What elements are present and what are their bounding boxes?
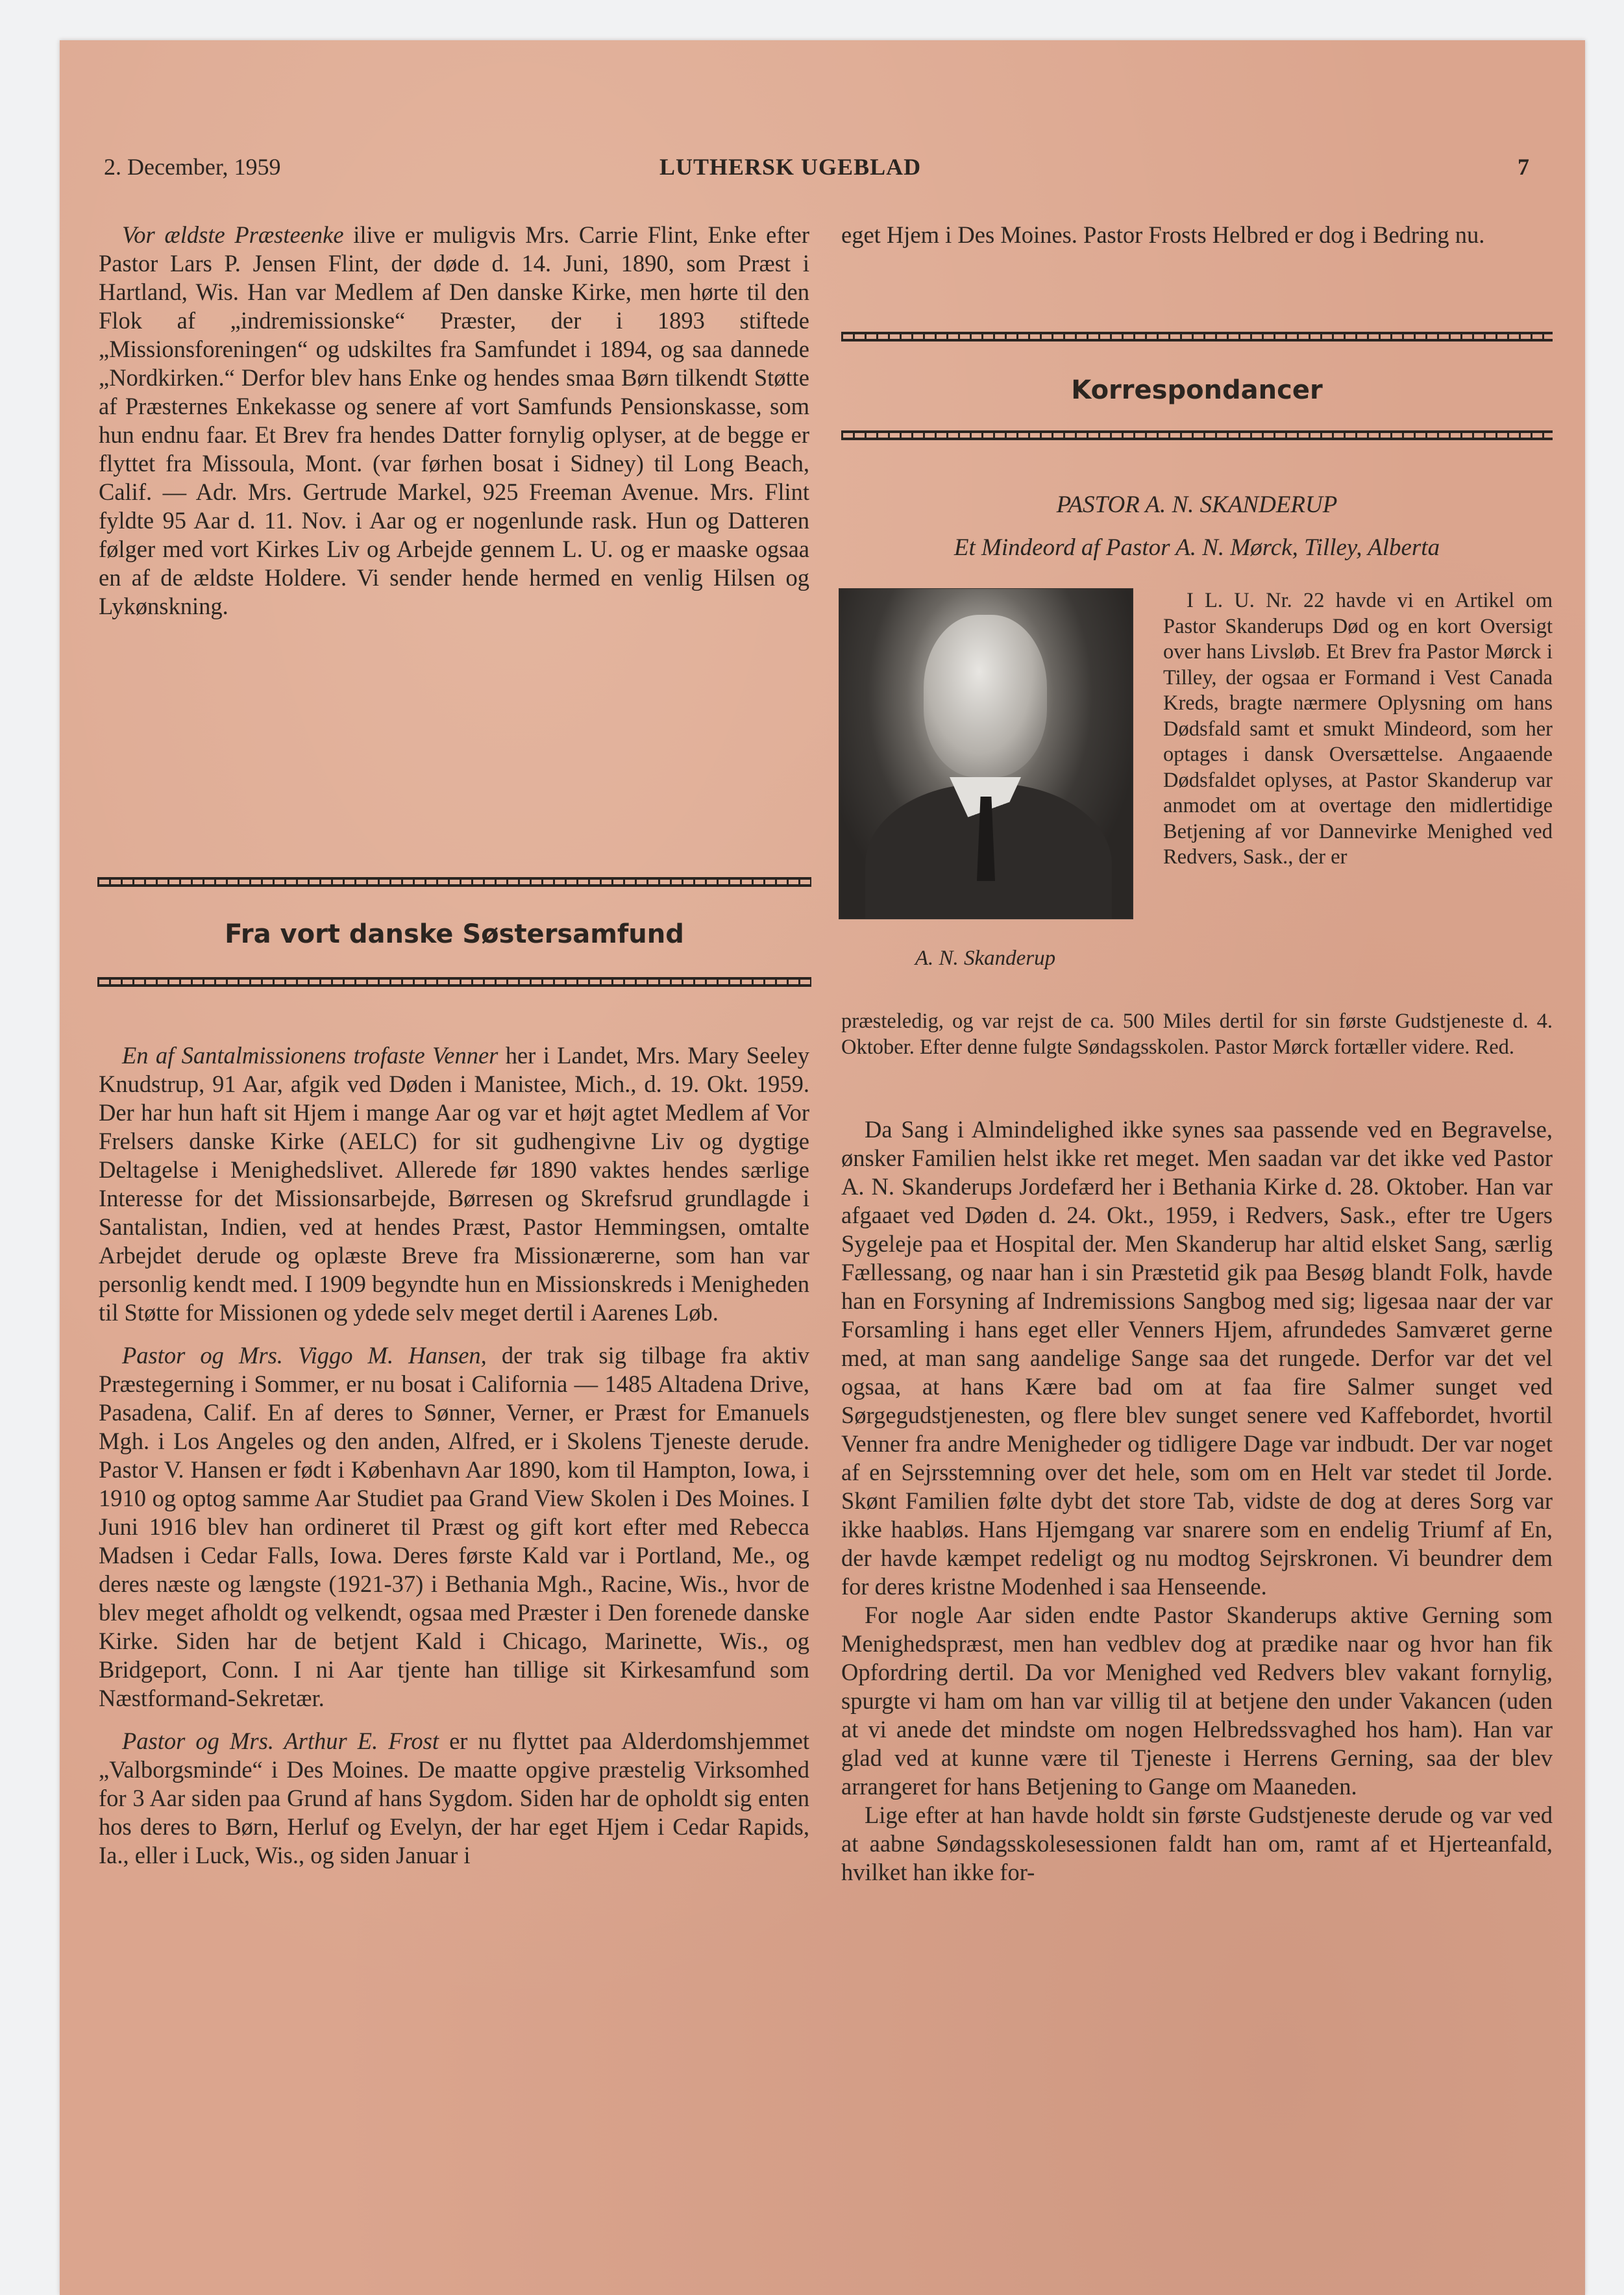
header-page-number: 7 <box>1518 154 1529 180</box>
section-rule-bottom <box>97 975 811 989</box>
left-article-1 <box>99 221 809 635</box>
left-articles-lower <box>99 1041 809 1884</box>
article-lead: Pastor og Mrs. Viggo M. Hansen, <box>122 1342 487 1369</box>
section-title-soestersamfund: Fra vort danske Søstersamfund <box>225 919 684 949</box>
article-title: PASTOR A. N. SKANDERUP <box>1056 491 1338 518</box>
right-article-body <box>841 1115 1553 1887</box>
intro-text-cont: præsteledig, og var rejst de ca. 500 Miles dertil for sin første Gudstjeneste d. 4. Oktober. Efter denne fulgte Søndagsskolen. Pastor Mørck fortæller videre. Red. <box>841 1010 1553 1059</box>
article-text: her i Landet, Mrs. Mary Seeley Knudstrup, 91 Aar, afgik ved Døden i Manistee, Mich., d. 19. Okt. 1959. Der har hun haft sit Hjem i mange Aar og var et højt agtet Medlem af Vor Frelsers danske Kirke (AELC) for sit gudhengivne Liv og dygtige Deltagelse i Menighedslivet. Allerede før 1890 vaktes hendes særlige Interesse for det Missionsarbejde, Børresen og Skrefsrud grundlagde i Santalistan, Indien, ved at hendes Præst, Pastor Hemmingsen, omtalte Arbejdet derude og oplæste Breve fra Missionærerne, som han var personlig kendt med. I 1909 begyndte hun en Missionskreds i Menigheden til Støtte for Missionen og ydede selv meget dertil i Aarenes Løb. <box>99 1042 809 1326</box>
right-continuation <box>841 221 1553 264</box>
editor-intro <box>1163 588 1553 871</box>
article-text: der trak sig tilbage fra aktiv Præstegerning i Sommer, er nu bosat i California — 1485 Altadena Drive, Pasadena, Calif. En af deres to Sønner, Verner, er Præst for Emanuels Mgh. i Los Angeles og den anden, Alfred, er i Skolens Tjeneste derude. Pastor V. Hansen er født i København Aar 1890, kom til Hampton, Iowa, i 1910 og optog samme Aar Studiet paa Grand View Skolen i Des Moines. I Juni 1916 blev han ordineret til Præst og gift kort efter med Rebecca Madsen i Cedar Falls, Iowa. Deres første Kald var i Portland, Me., og deres næste og længste (1921-37) i Bethania Mgh., Racine, Wis., hvor de blev meget afholdt og velkendt, ogsaa med Præster i Den forenede danske Kirke. Siden har de betjent Kald i Chicago, Marinette, Wis., og Bridgeport, Conn. I ni Aar tjente han tillige sit Kirkesamfund som Næstformand-Sekretær. <box>99 1342 809 1711</box>
header-date: 2. December, 1959 <box>104 154 281 180</box>
body-paragraph: For nogle Aar siden endte Pastor Skanderups aktive Gerning som Menighedspræst, men han vedblev dog at prædike naar og hvor han fik Opfordring dertil. Da vor Menighed ved Redvers blev vakant fornylig, spurgte vi ham om han var villig til at betjene den under Vakancen (uden at vi anede det mindste om nogen Helbredssvaghed hos ham). Han var glad ved at kunne være til Tjeneste i Herrens Gerning, saa der blev arrangeret for hans Betjening to Gange om Maaneden. <box>841 1602 1553 1800</box>
article-text: er nu flyttet paa Alderdomshjemmet „Valborgsminde“ i Des Moines. De maatte opgive præstelig Virksomhed for 3 Aar siden paa Grund af hans Sygdom. Siden har de opholdt sig enten hos deres to Børn, Herluf og Evelyn, der har eget Hjem i Cedar Rapids, Ia., eller i Luck, Wis., og siden Januar i <box>99 1728 809 1868</box>
article-lead: En af Santalmissionens trofaste Venner <box>122 1042 498 1069</box>
article-lead: Vor ældste Præsteenke <box>122 221 344 248</box>
section-rule-top <box>841 330 1553 344</box>
body-paragraph: Da Sang i Almindelighed ikke synes saa passende ved en Begravelse, ønsker Familien helst ikke ret meget. Men saadan var det ikke ved Pastor A. N. Skanderups Jordefærd her i Bethania Kirke d. 28. Oktober. Han var afgaaet ved Døden d. 24. Okt., 1959, i Redvers, Sask., efter tre Ugers Sygeleje paa et Hospital der. Men Skanderup har altid elsket Sang, særlig Fællessang, og naar han i sin Præstetid gik paa Besøg blandt Folk, havde han en Forsyning af Indremissions Sangbog med sig; ligesaa naar der var Forsamling i hans eget eller Venners Hjem, afrundedes Samværet gerne med, at man sang aandelige Sange saa det rungede. Derfor var det vel ogsaa, at hans Kære bad om at faa fire Salmer sunget ved Sørgegudstjenesten, og flere blev sunget senere ved Kaffebordet, hvortil Venner fra andre Menigheder og tidligere Dage var indbudt. Der var noget af en Sejrsstemning over det hele, som om en Helt var stedet til Jorde. Skønt Familien følte dybt det store Tab, vidste de dog at deres Sorg var ikke haabløs. Hans Hjemgang var snarere som en endelig Triumf af En, der havde kæmpet redeligt og nu modtog Sejrskronen. Vi beundrer dem for deres kristne Modenhed i saa Henseende. <box>841 1116 1553 1600</box>
section-rule-top <box>97 875 811 889</box>
body-paragraph: Lige efter at han havde holdt sin første Gudstjeneste derude og var ved at aabne Søndagsskolesessionen faldt han om, ramt af et Hjerteanfald, hvilket han ikke for- <box>841 1802 1553 1885</box>
continuation-text: eget Hjem i Des Moines. Pastor Frosts Helbred er dog i Bedring nu. <box>841 221 1485 248</box>
portrait-photo <box>839 588 1133 919</box>
header-publication: LUTHERSK UGEBLAD <box>659 154 922 180</box>
photo-caption: A. N. Skanderup <box>915 947 1056 970</box>
article-text: ilive er muligvis Mrs. Carrie Flint, Enke efter Pastor Lars P. Jensen Flint, der døde d. 14. Juni, 1890, som Præst i Hartland, Wis. Han var Medlem af Den danske Kirke, men hørte til den Flok af „indremissionske“ Præster, der i 1893 stiftede „Missionsforeningen“ og udskiltes fra Samfundet i 1894, og saa dannede „Nordkirken.“ Derfor blev hans Enke og hendes smaa Børn tilkendt Støtte af Præsternes Enkekasse og senere af vort Samfunds Pensionskasse, som hun endnu faar. Et Brev fra hendes Datter fornylig oplyser, at de begge er flyttet fra Missoula, Mont. (var førhen bosat i Sidney) til Long Beach, Calif. — Adr. Mrs. Gertrude Markel, 925 Freeman Avenue. Mrs. Flint fyldte 95 Aar d. 11. Nov. i Aar og er nogenlunde rask. Hun og Datteren følger med vort Kirkes Liv og Arbejde gennem L. U. og er maaske ogsaa en af de ældste Holdere. Vi sender hende hermed en venlig Hilsen og Lykønskning. <box>99 221 810 619</box>
article-subtitle: Et Mindeord af Pastor A. N. Mørck, Tilley, Alberta <box>953 534 1440 561</box>
article-lead: Pastor og Mrs. Arthur E. Frost <box>122 1728 439 1754</box>
section-title-korrespondancer: Korrespondancer <box>1071 375 1323 405</box>
section-rule-bottom <box>841 428 1553 443</box>
intro-text: I L. U. Nr. 22 havde vi en Artikel om Pastor Skanderups Død og en kort Oversigt over hans Livsløb. Et Brev fra Pastor Mørck i Tilley, der ogsaa er Formand i Vest Canada Kreds, bragte nærmere Oplysning om hans Dødsfald samt et smukt Mindeord, som her optages i dansk Oversættelse. Angaaende Dødsfaldet oplyses, at Pastor Skanderup var anmodet om at overtage den midlertidige Betjening af vor Dannevirke Menighed ved Redvers, Sask., der er <box>1163 589 1553 869</box>
editor-intro-cont <box>841 1009 1553 1060</box>
